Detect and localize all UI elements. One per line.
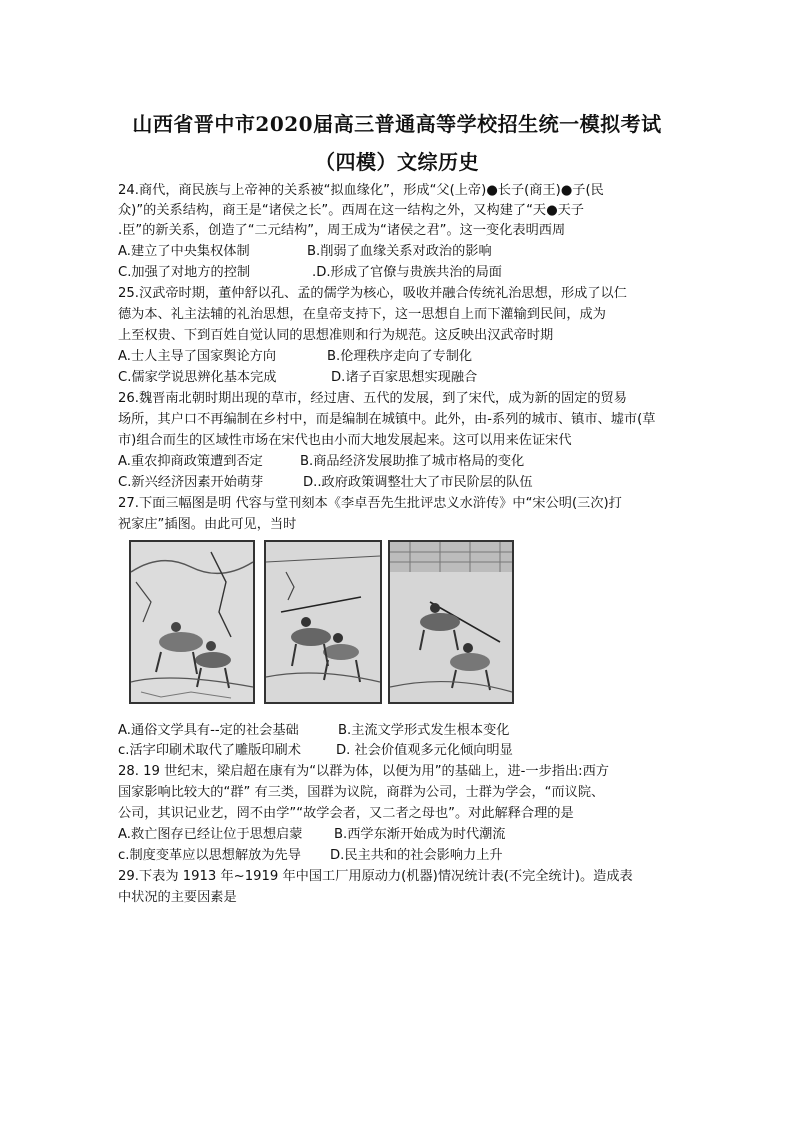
q26-option-b: B.商品经济发展助推了城市格局的变化 bbox=[300, 454, 525, 469]
q27-option-b: B.主流文学形式发生根本变化 bbox=[338, 723, 510, 738]
q29-line-1: 29.下表为 1913 年~1919 年中国工厂用原动力(机器)情况统计表(不完全统计)。造成表 bbox=[118, 869, 633, 884]
q28-option-a: A.救亡图存已经让位于思想启蒙 bbox=[118, 827, 303, 842]
q25-line-1: 25.汉武帝时期，董仲舒以孔、孟的儒学为核心，吸收并融合传统礼治思想，形成了以仁 bbox=[118, 286, 627, 301]
q25-line-2: 德为本、礼主法辅的礼治思想，在皇帝支持下，这一思想自上而下灌输到民间，成为 bbox=[118, 307, 606, 322]
q26-line-1: 26.魏晋南北朝时期出现的草市，经过唐、五代的发展，到了宋代，成为新的固定的贸易 bbox=[118, 391, 627, 406]
q28-option-d: D.民主共和的社会影响力上升 bbox=[330, 848, 503, 863]
q25-option-d: D.诸子百家思想实现融合 bbox=[331, 370, 478, 385]
woodcut-panel-1 bbox=[129, 540, 255, 704]
q26-option-a: A.重农抑商政策遭到否定 bbox=[118, 454, 263, 469]
q26-option-c: C.新兴经济因素开始萌芽 bbox=[118, 475, 264, 490]
q28-line-2: 国家影响比较大的“群” 有三类，国群为议院，商群为公司，士群为学会，“而议院、 bbox=[118, 785, 605, 800]
q27-option-c: c.活字印刷术取代了雕版印刷术 bbox=[118, 743, 301, 758]
q25-option-c: C.儒家学说思辨化基本完成 bbox=[118, 370, 277, 385]
page-title-line2: （四模）文综历史 bbox=[315, 150, 479, 174]
q24-line-1: 24.商代，商民族与上帝神的关系被“拟血缘化”，形成“父(上帝)●长子(商王)●子(民 bbox=[118, 183, 604, 198]
q27-line-1: 27.下面三幅图是明 代容与堂刊刻本《李卓吾先生批评忠义水浒传》中“宋公明(三次)打 bbox=[118, 496, 622, 511]
q27-line-2: 祝家庄”插图。由此可见，当时 bbox=[118, 517, 297, 532]
q26-option-d: D..政府政策调整壮大了市民阶层的队伍 bbox=[303, 475, 533, 490]
q24-line-3: .臣”的新关系，创造了“二元结构”，周王成为“诸侯之君”。这一变化表明西周 bbox=[118, 223, 566, 238]
woodcut-panel-2 bbox=[264, 540, 382, 704]
woodcut-panel-3 bbox=[388, 540, 514, 704]
page-title-line1: 山西省晋中市2020届高三普通高等学校招生统一模拟考试 bbox=[132, 112, 662, 136]
q27-option-d: D. 社会价值观多元化倾向明显 bbox=[336, 743, 513, 758]
q28-line-3: 公司，其识记业艺，罔不由学”“故学会者，又二者之母也”。对此解释合理的是 bbox=[118, 806, 574, 821]
q25-option-b: B.伦理秩序走向了专制化 bbox=[327, 349, 473, 364]
q24-option-d: .D.形成了官僚与贵族共治的局面 bbox=[312, 265, 502, 280]
q26-line-3: 市)组合而生的区域性市场在宋代也由小而大地发展起来。这可以用来佐证宋代 bbox=[118, 433, 572, 448]
q24-option-a: A.建立了中央集权体制 bbox=[118, 244, 250, 259]
q25-line-3: 上至权贵、下到百姓自觉认同的思想准则和行为规范。这反映出汉武帝时期 bbox=[118, 328, 554, 343]
q28-line-1: 28. 19 世纪末，梁启超在康有为“以群为体，以便为用”的基础上，进-一步指出:西方 bbox=[118, 764, 609, 779]
q26-line-2: 场所，其户口不再编制在乡村中，而是编制在城镇中。此外，由-系列的城市、镇市、墟市(草 bbox=[118, 412, 656, 427]
q27-option-a: A.通俗文学具有--定的社会基础 bbox=[118, 723, 299, 738]
q28-option-b: B.西学东渐开始成为时代潮流 bbox=[334, 827, 506, 842]
q24-line-2: 众)”的关系结构，商王是“诸侯之长”。西周在这一结构之外，又构建了“天●天子 bbox=[118, 203, 584, 218]
q24-option-c: C.加强了对地方的控制 bbox=[118, 265, 251, 280]
q25-option-a: A.士人主导了国家舆论方向 bbox=[118, 349, 277, 364]
q29-line-2: 中状况的主要因素是 bbox=[118, 890, 237, 905]
q24-option-b: B.削弱了血缘关系对政治的影响 bbox=[307, 244, 492, 259]
q28-option-c: c.制度变革应以思想解放为先导 bbox=[118, 848, 301, 863]
